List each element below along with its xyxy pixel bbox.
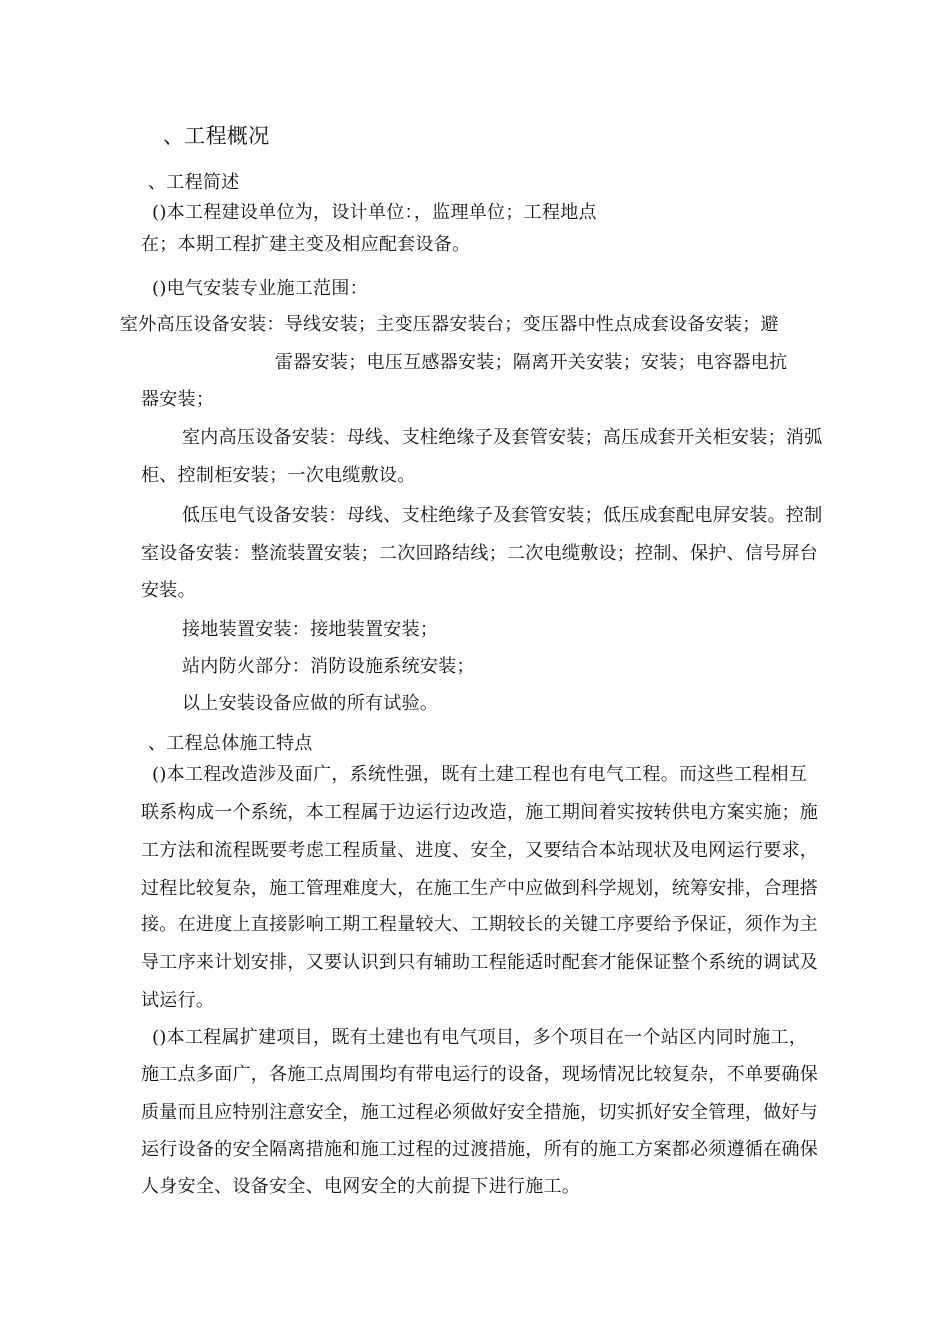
- paragraph-line: 低压电气设备安装：母线、支柱绝缘子及套管安装；低压成套配电屏安装。控制: [182, 505, 823, 526]
- paragraph-line: 室外高压设备安装：导线安装；主变压器安装台；变压器中性点成套设备安装；避: [120, 314, 779, 335]
- paragraph-line: 导工序来计划安排，又要认识到只有辅助工程能适时配套才能保证整个系统的调试及: [141, 952, 819, 973]
- paragraph-line: 过程比较复杂，施工管理难度大，在施工生产中应做到科学规划，统筹安排，合理搭: [141, 878, 819, 899]
- subsection-heading: 、工程总体施工特点: [148, 733, 313, 754]
- paragraph-line: ()本工程属扩建项目，既有土建也有电气项目，多个项目在一个站区内同时施工，: [152, 1027, 808, 1048]
- paragraph-line: 柜、控制柜安装；一次电缆敷设。: [141, 465, 416, 486]
- paragraph-line: 室内高压设备安装：母线、支柱绝缘子及套管安装；高压成套开关柜安装；消弧: [182, 427, 823, 448]
- paragraph-line: 室设备安装：整流装置安装；二次回路结线；二次电缆敷设；控制、保护、信号屏台: [141, 543, 819, 564]
- paragraph-line: ()本工程改造涉及面广，系统性强，既有土建工程也有电气工程。而这些工程相互: [152, 764, 808, 785]
- section-title: 、工程概况: [163, 124, 270, 148]
- paragraph-line: 站内防火部分：消防设施系统安装；: [182, 656, 475, 677]
- subsection-heading: 、工程简述: [148, 172, 240, 193]
- paragraph-line: 运行设备的安全隔离措施和施工过程的过渡措施，所有的施工方案都必须遵循在确保: [141, 1139, 819, 1160]
- paragraph-line: 接地装置安装：接地装置安装；: [182, 619, 439, 640]
- paragraph-line: 雷器安装；电压互感器安装；隔离开关安装；安装；电容器电抗: [275, 352, 788, 373]
- paragraph-heading: ()电气安装专业施工范围：: [152, 278, 368, 299]
- paragraph-line: 以上安装设备应做的所有试验。: [182, 693, 439, 714]
- paragraph-line: 质量而且应特别注意安全，施工过程必须做好安全措施，切实抓好安全管理，做好与: [141, 1102, 819, 1123]
- paragraph-line: 联系构成一个系统，本工程属于边运行边改造，施工期间着实按转供电方案实施；施: [141, 802, 819, 823]
- paragraph-line: ()本工程建设单位为，设计单位：，监理单位；工程地点: [152, 202, 597, 223]
- paragraph-line: 试运行。: [141, 990, 215, 1011]
- paragraph-line: 器安装；: [141, 389, 215, 410]
- paragraph-line: 安装。: [141, 580, 196, 601]
- paragraph-line: 施工点多面广，各施工点周围均有带电运行的设备，现场情况比较复杂，不单要确保: [141, 1064, 819, 1085]
- paragraph-line: 工方法和流程既要考虑工程质量、进度、安全，又要结合本站现状及电网运行要求，: [141, 840, 819, 861]
- paragraph-line: 在；本期工程扩建主变及相应配套设备。: [141, 234, 471, 255]
- paragraph-line: 人身安全、设备安全、电网安全的大前提下进行施工。: [141, 1176, 581, 1197]
- paragraph-line: 接。在进度上直接影响工期工程量较大、工期较长的关键工序要给予保证，须作为主: [141, 914, 819, 935]
